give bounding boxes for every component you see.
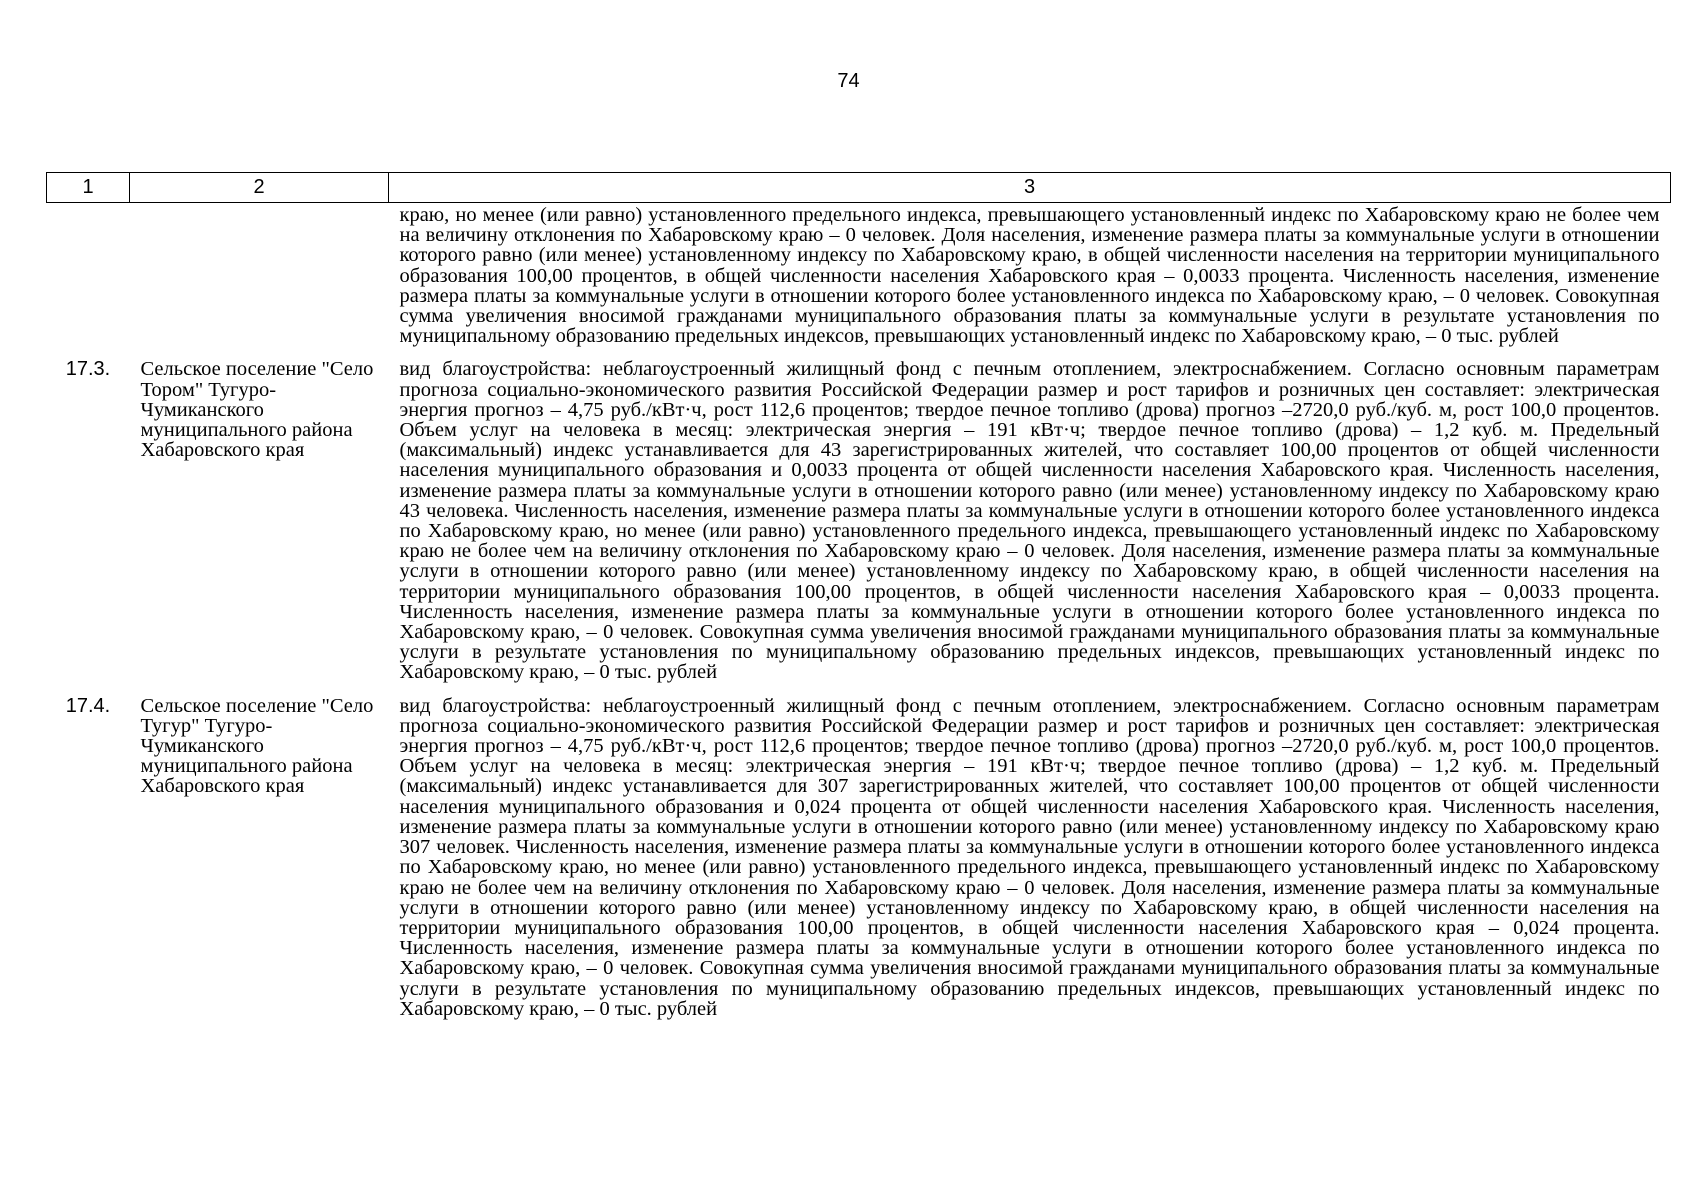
column-header-3: 3 (389, 173, 1671, 203)
column-header-2: 2 (130, 173, 389, 203)
row-number: 17.3. (65, 358, 111, 381)
table-row-continuation (47, 203, 1671, 355)
row-description: вид благоустройства: неблагоустроенный жилищный фонд с печным отоплением, электроснабжением. Согласно основным параметрам прогноза социально-экономического развития Российской Федерации размер и рост тарифов и розничных цен составляет: электрическая энергия прогноз – 4,75 руб./кВт·ч, рост 112,6 процентов; твердое печное топливо (дрова) прогноз –2720,0 руб./куб. м, рост 100,0 процентов. Объем услуг на человека в месяц: электрическая энергия – 191 кВт·ч; твердое печное топливо (дрова) – 1,2 куб. м. Предельный (максимальный) индекс устанавливается для 307 зарегистрированных жителей, что составляет 100,00 процентов от общей численности населения муниципального образования и 0,024 процента от общей численности населения Хабаровского края. Численность населения, изменение размера платы за коммунальные услуги в отношении которого равно (или менее) установленному индексу по Хабаровскому краю 307 человек. Численность населения, изменение размера платы за коммунальные услуги в отношении которого более установленного индекса по Хабаровскому краю, но менее (или равно) установленного предельного индекса, превышающего установленный индекс по Хабаровскому краю не более чем на величину отклонения по Хабаровскому краю – 0 человек. Доля населения, изменение размера платы за коммунальные услуги в отношении которого равно (или менее) установленному индексу по Хабаровскому краю, в общей численности населения на территории муниципального образования 100,00 процентов, в общей численности населения Хабаровского края – 0,024 процента. Численность населения, изменение размера платы за коммунальные услуги в отношении которого более установленного индекса по Хабаровскому краю, – 0 человек. Совокупная сумма увеличения вносимой гражданами муниципального образования платы за коммунальные услуги в результате установления по муниципальному образованию предельных индексов, превышающих установленный индекс по Хабаровскому краю, – 0 тыс. рублей (399, 694, 1660, 1020)
row-name-cell (130, 203, 389, 355)
table-row-17-4 (47, 691, 1671, 1027)
column-header-1: 1 (47, 173, 130, 203)
row-number-cell (47, 203, 130, 355)
page-number: 74 (837, 70, 860, 92)
table-header (47, 173, 1671, 203)
row-description: вид благоустройства: неблагоустроенный жилищный фонд с печным отоплением, электроснабжением. Согласно основным параметрам прогноза социально-экономического развития Российской Федерации размер и рост тарифов и розничных цен составляет: электрическая энергия прогноз – 4,75 руб./кВт·ч, рост 112,6 процентов; твердое печное топливо (дрова) прогноз –2720,0 руб./куб. м, рост 100,0 процентов. Объем услуг на человека в месяц: электрическая энергия – 191 кВт·ч; твердое печное топливо (дрова) – 1,2 куб. м. Предельный (максимальный) индекс устанавливается для 43 зарегистрированных жителей, что составляет 100,00 процентов от общей численности населения муниципального образования и 0,0033 процента от общей численности населения Хабаровского края. Численность населения, изменение размера платы за коммунальные услуги в отношении которого равно (или менее) установленному индексу по Хабаровскому краю 43 человека. Численность населения, изменение размера платы за коммунальные услуги в отношении которого более установленного индекса по Хабаровскому краю, но менее (или равно) установленного предельного индекса, превышающего установленный индекс по Хабаровскому краю не более чем на величину отклонения по Хабаровскому краю – 0 человек. Доля населения, изменение размера платы за коммунальные услуги в отношении которого равно (или менее) установленному индексу по Хабаровскому краю, в общей численности населения на территории муниципального образования 100,00 процентов, в общей численности населения Хабаровского края – 0,0033 процента. Численность населения, изменение размера платы за коммунальные услуги в отношении которого более установленного индекса по Хабаровскому краю, – 0 человек. Совокупная сумма увеличения вносимой гражданами муниципального образования платы за коммунальные услуги в результате установления по муниципальному образованию предельных индексов, превышающих установленный индекс по Хабаровскому краю, – 0 тыс. рублей (399, 358, 1660, 684)
row-number: 17.4. (65, 694, 111, 717)
row-settlement-name: Сельское поселение "Село Тором" Тугуро-Чумиканского муниципального района Хабаровского края (140, 358, 374, 462)
document-table (46, 172, 1671, 1027)
row-text-continued: краю, но менее (или равно) установленного предельного индекса, превышающего установленный индекс по Хабаровскому краю не более чем на величину отклонения по Хабаровскому краю – 0 человек. Доля населения, изменение размера платы за коммунальные услуги в отношении которого равно (или менее) установленному индексу по Хабаровскому краю, в общей численности населения на территории муниципального образования 100,00 процентов, в общей численности населения Хабаровского края – 0,0033 процента. Численность населения, изменение размера платы за коммунальные услуги в отношении которого более установленного индекса по Хабаровскому краю, – 0 человек. Совокупная сумма увеличения вносимой гражданами муниципального образования платы за коммунальные услуги в результате установления по муниципальному образованию предельных индексов, превышающих установленный индекс по Хабаровскому краю, – 0 тыс. рублей (399, 204, 1660, 348)
table-header-row (47, 173, 1671, 203)
table-body (47, 203, 1671, 1027)
table-row-17-3 (47, 354, 1671, 690)
row-settlement-name: Сельское поселение "Село Тугур" Тугуро-Чумиканского муниципального района Хабаровского края (140, 694, 374, 798)
